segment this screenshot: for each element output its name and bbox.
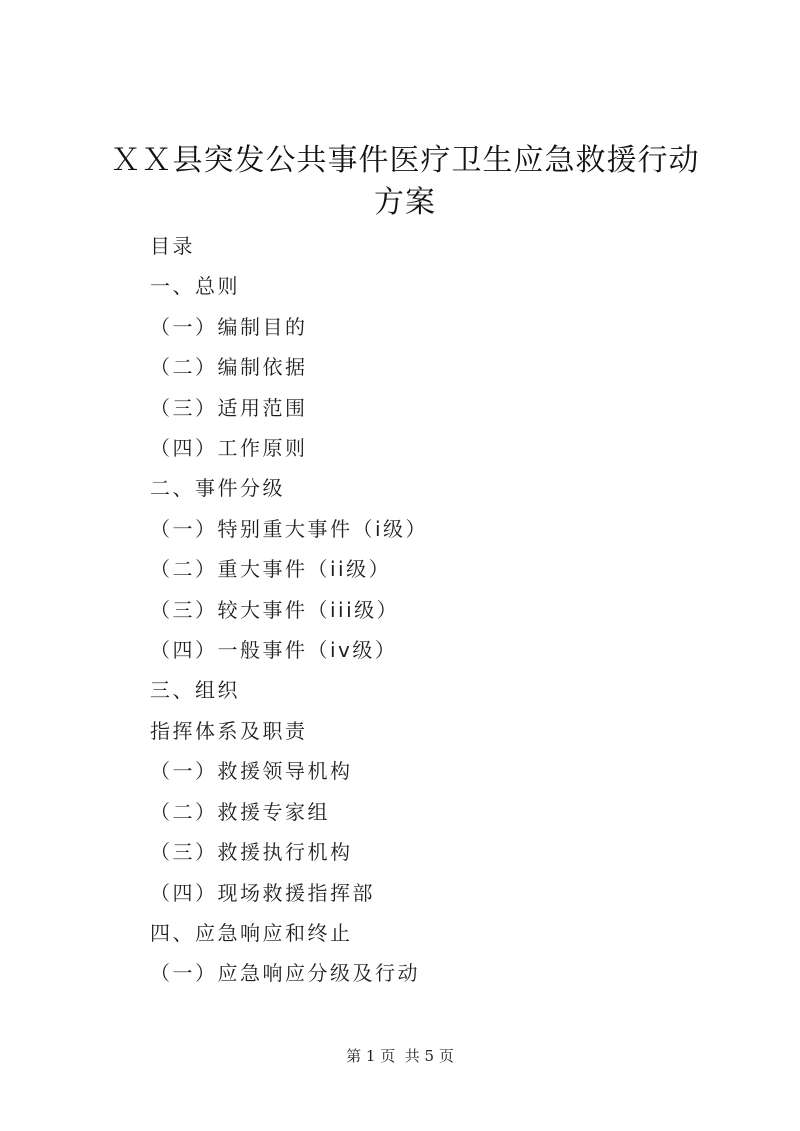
toc-item: （四）工作原则 (150, 436, 308, 461)
toc-item: 三、组织 (150, 678, 240, 703)
page-footer (0, 1046, 800, 1066)
toc-item: （三）适用范围 (150, 395, 308, 420)
toc-item: 指挥体系及职责 (150, 718, 308, 743)
toc-item: 四、应急响应和终止 (150, 920, 353, 945)
toc-item: （一）救援领导机构 (150, 759, 353, 784)
toc-item: （四）现场救援指挥部 (150, 880, 375, 905)
toc-item: （一）应急响应分级及行动 (150, 961, 420, 986)
document-title: ＸＸ县突发公共事件医疗卫生应急救援行动方案 (110, 143, 700, 220)
toc-item: 一、总则 (150, 274, 240, 299)
toc-item: （一）特别重大事件（i级） (150, 516, 429, 541)
toc-item: （四）一般事件（iv级） (150, 638, 398, 663)
toc-item: （二）重大事件（ii级） (150, 557, 392, 582)
toc-item: （一）编制目的 (150, 314, 308, 339)
toc-item: （三）救援执行机构 (150, 840, 353, 865)
toc-item: （三）较大事件（iii级） (150, 597, 400, 622)
toc-item: 目录 (150, 234, 195, 258)
toc-item: （二）编制依据 (150, 355, 308, 380)
toc-item: （二）救援专家组 (150, 799, 330, 824)
page-number-label: 第 1 页 共 5 页 (346, 1047, 454, 1065)
toc-item: 二、事件分级 (150, 476, 285, 501)
table-of-contents (150, 226, 428, 994)
